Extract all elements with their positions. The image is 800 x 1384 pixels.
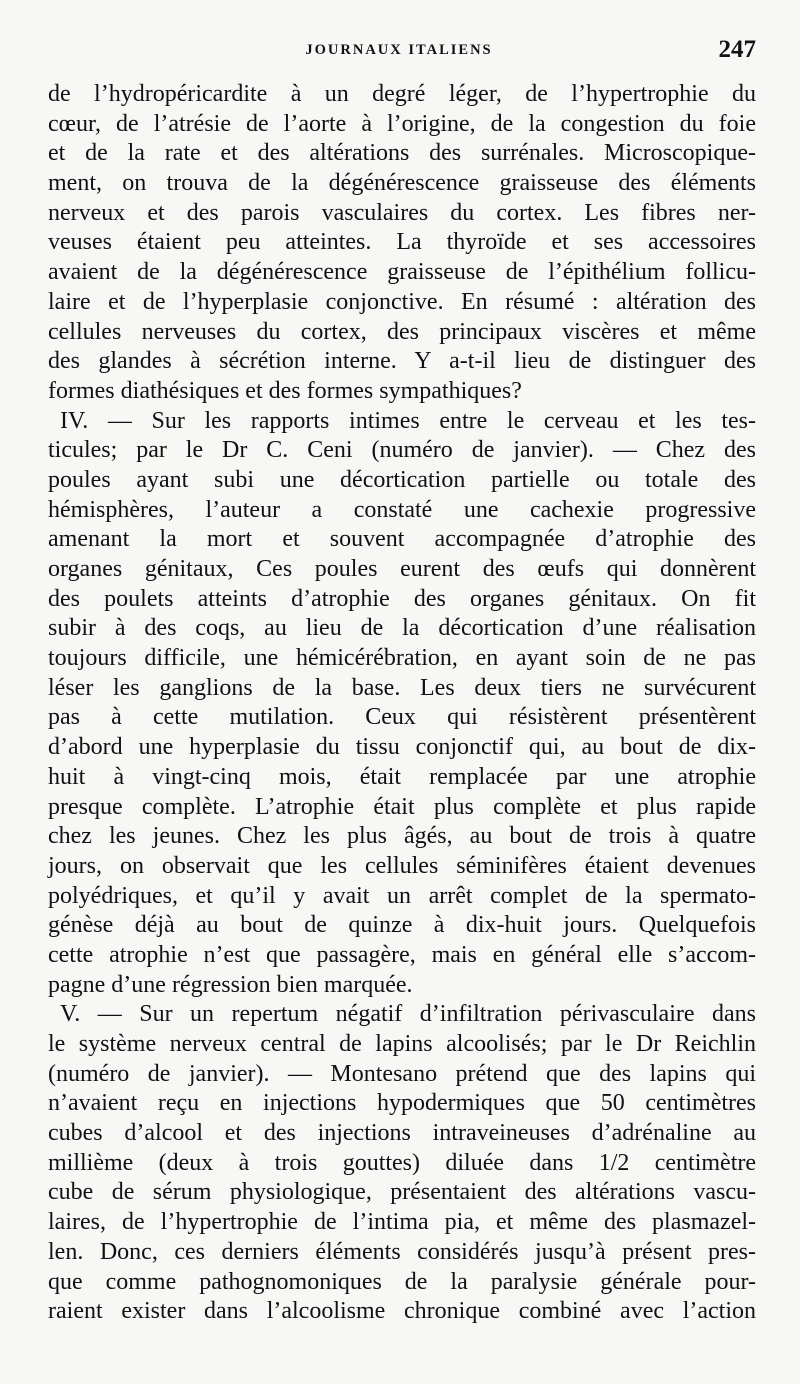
text-line: n’avaient reçu en injections hypodermiques que 50 centimètres (48, 1090, 756, 1117)
text-line: jours, on observait que les cellules séminifères étaient devenues (48, 852, 756, 879)
text-line: léser les ganglions de la base. Les deux tiers ne survécurent (48, 674, 756, 701)
text-line: des poulets atteints d’atrophie des organes génitaux. On fit (48, 585, 756, 612)
text-line: subir à des coqs, au lieu de la décortication d’une réalisation (48, 615, 756, 642)
text-line: hémisphères, l’auteur a constaté une cachexie progressive (48, 496, 756, 523)
text-line: veuses étaient peu atteintes. La thyroïde et ses accessoires (48, 229, 756, 256)
text-line: pagne d’une régression bien marquée. (48, 971, 413, 998)
text-line: d’abord une hyperplasie du tissu conjonctif qui, au bout de dix- (48, 734, 756, 761)
text-line: ticules; par le Dr C. Ceni (numéro de janvier). — Chez des (48, 437, 756, 464)
text-line: laire et de l’hyperplasie conjonctive. En résumé : altération des (48, 288, 756, 315)
text-line: amenant la mort et souvent accompagnée d’atrophie des (48, 526, 756, 553)
text-line: avaient de la dégénérescence graisseuse de l’épithélium follicu- (48, 259, 756, 286)
text-line: ment, on trouva de la dégénérescence graisseuse des éléments (48, 170, 756, 197)
text-line: cœur, de l’atrésie de l’aorte à l’origine, de la congestion du foie (48, 110, 756, 137)
text-line: toujours difficile, une hémicérébration, en ayant soin de ne pas (48, 645, 756, 672)
text-line: laires, de l’hypertrophie de l’intima pia, et même des plasmazel- (48, 1209, 756, 1236)
text-line: cellules nerveuses du cortex, des principaux viscères et même (48, 318, 756, 345)
page-number: 247 (718, 36, 756, 63)
body-text (48, 80, 756, 1327)
section-heading-line: IV. — Sur les rapports intimes entre le cerveau et les tes- (60, 407, 756, 434)
text-line: raient exister dans l’alcoolisme chronique combiné avec l’action (48, 1298, 756, 1325)
text-line: formes diathésiques et des formes sympathiques? (48, 377, 522, 404)
text-line: presque complète. L’atrophie était plus complète et plus rapide (48, 793, 756, 820)
text-line: cubes d’alcool et des injections intraveineuses d’adrénaline au (48, 1120, 756, 1147)
text-line: organes génitaux, Ces poules eurent des œufs qui donnèrent (48, 556, 756, 582)
section-heading-line: V. — Sur un repertum négatif d’infiltration périvasculaire dans (60, 1001, 756, 1028)
text-line: de l’hydropéricardite à un degré léger, de l’hypertrophie du (48, 81, 756, 107)
text-line: pas à cette mutilation. Ceux qui résistèrent présentèrent (48, 704, 756, 731)
text-line: huit à vingt-cinq mois, était remplacée par une atrophie (48, 763, 756, 790)
text-line: cette atrophie n’est que passagère, mais en général elle s’accom- (48, 941, 756, 968)
text-line: des glandes à sécrétion interne. Y a-t-il lieu de distinguer des (48, 348, 756, 375)
page-header (40, 36, 758, 68)
text-line: millième (deux à trois gouttes) diluée dans 1/2 centimètre (48, 1149, 756, 1176)
text-line: et de la rate et des altérations des surrénales. Microscopique- (48, 140, 756, 167)
text-line: cube de sérum physiologique, présentaient des altérations vascu- (48, 1179, 756, 1206)
text-line: le système nerveux central de lapins alcoolisés; par le Dr Reichlin (48, 1031, 756, 1057)
text-line: len. Donc, ces derniers éléments considérés jusqu’à présent pres- (48, 1238, 756, 1265)
text-line: que comme pathognomoniques de la paralysie générale pour- (48, 1268, 756, 1295)
text-line: poules ayant subi une décortication partielle ou totale des (48, 466, 756, 493)
text-line: nerveux et des parois vasculaires du cortex. Les fibres ner- (48, 199, 756, 226)
running-head: JOURNAUX ITALIENS (305, 42, 493, 58)
text-line: génèse déjà au bout de quinze à dix-huit jours. Quelquefois (48, 912, 756, 939)
text-line: chez les jeunes. Chez les plus âgés, au bout de trois à quatre (48, 823, 756, 850)
text-line: polyédriques, et qu’il y avait un arrêt complet de la spermato- (48, 882, 756, 909)
text-line: (numéro de janvier). — Montesano prétend que des lapins qui (48, 1060, 756, 1087)
